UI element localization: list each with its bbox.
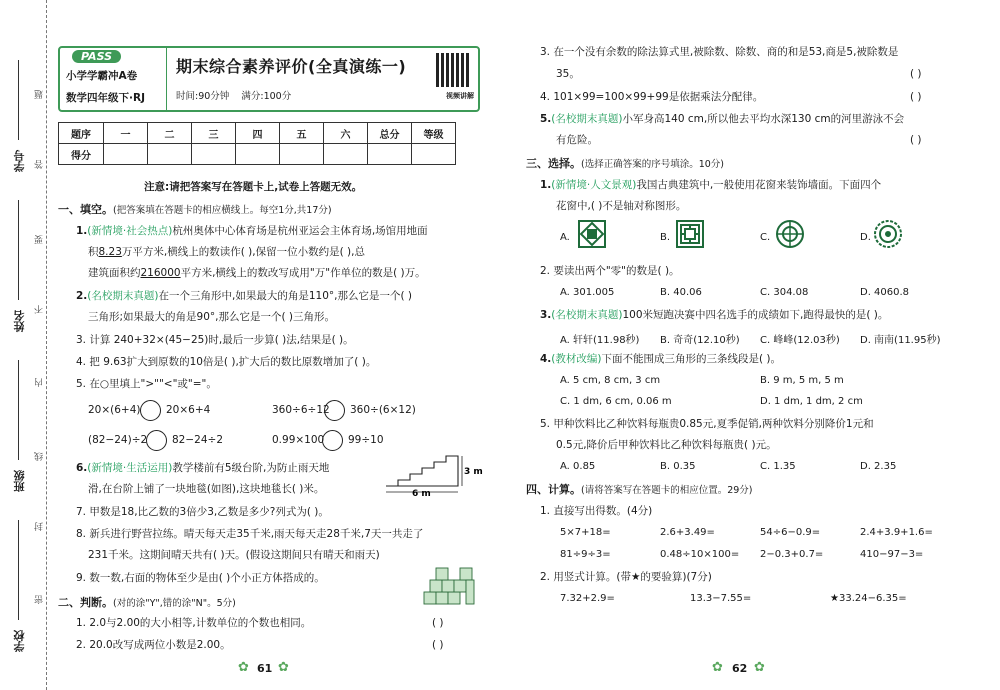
- question-8-line-2: 231千米。这期间晴天共有( )天。(假设这期间只有晴天和雨天): [88, 549, 380, 561]
- question-7: 7. 甲数是18,比乙数的3倍少3,乙数是多少?列式为( )。: [76, 506, 329, 518]
- name-label: 姓名: [13, 310, 26, 332]
- table-cell: 等级: [412, 123, 456, 144]
- question-4: 4. 把 9.63扩大到原数的10倍是( ),扩大后的数比原数增加了( )。: [76, 356, 377, 368]
- page-number-left: 61: [257, 662, 273, 675]
- lattice-window-a-icon[interactable]: [578, 220, 606, 248]
- option[interactable]: D. 南南(11.95秒): [860, 335, 941, 346]
- cut-word: 不: [35, 305, 45, 314]
- question-1-line-1: 1.(新情境·社会热点)杭州奥体中心体育场是杭州亚运会主体育场,场馆用地面: [76, 225, 428, 237]
- brand-logo: PASS: [72, 50, 121, 63]
- table-row: [59, 123, 456, 144]
- compare-circle[interactable]: [322, 430, 343, 451]
- choice-2-stem: 2. 要读出两个"零"的数是( )。: [540, 265, 680, 277]
- judge-3-line-1: 3. 在一个没有余数的除法算式里,被除数、除数、商的和是53,商是5,被除数是: [540, 46, 899, 58]
- choice-5-line-1: 5. 甲种饮料比乙种饮料每瓶贵0.85元,夏季促销,两种饮料分别降价1元和: [540, 418, 874, 430]
- option[interactable]: C. 1.35: [760, 461, 796, 472]
- choice-1-line-2: 花窗中,( )不是轴对称图形。: [556, 200, 687, 212]
- option[interactable]: B. 40.06: [660, 287, 702, 298]
- compare-expr: (82−24)÷2: [88, 434, 148, 446]
- judge-3-line-2: 35。: [556, 68, 580, 80]
- option[interactable]: A. 轩轩(11.98秒): [560, 335, 640, 346]
- compare-expr: 82−24÷2: [172, 434, 223, 446]
- option[interactable]: B. 奇奇(12.10秒): [660, 335, 740, 346]
- cut-word: 答: [35, 160, 45, 169]
- score-input-cell[interactable]: [236, 144, 280, 165]
- option-label[interactable]: B.: [660, 232, 671, 243]
- table-row: [59, 144, 456, 165]
- leaf-icon: ✿: [712, 660, 723, 675]
- score-input-cell[interactable]: [104, 144, 148, 165]
- option[interactable]: C. 峰峰(12.03秒): [760, 335, 840, 346]
- question-6-line-1: 6.(新情境·生活运用)教学楼前有5级台阶,为防止雨天地: [76, 462, 330, 474]
- name-line: [18, 200, 19, 300]
- qr-label: 视频讲解: [446, 92, 474, 100]
- calc-item: 54÷6−0.9=: [760, 527, 821, 538]
- choice-4-stem: 4.(教材改编)下面不能围成三角形的三条线段是( )。: [540, 353, 782, 365]
- answer-paren[interactable]: ( ): [432, 639, 444, 651]
- calc-item: 2.4+3.9+1.6=: [860, 527, 933, 538]
- page-number-right: 62: [732, 662, 748, 675]
- compare-circle[interactable]: [324, 400, 345, 421]
- calc-item: 2−0.3+0.7=: [760, 549, 824, 560]
- page-title: 期末综合素养评价(全真演练一): [176, 57, 407, 76]
- stairs-width-label: 6 m: [412, 489, 431, 499]
- choice-1-line-1: 1.(新情境·人文景观)我国古典建筑中,一般使用花窗来装饰墙面。下面四个: [540, 179, 882, 191]
- compare-expr: 20×6+4: [166, 404, 211, 416]
- option-label[interactable]: A.: [560, 232, 570, 243]
- score-input-cell[interactable]: [192, 144, 236, 165]
- calc-item: 2.6+3.49=: [660, 527, 715, 538]
- option[interactable]: D. 2.35: [860, 461, 897, 472]
- binding-strip: [0, 0, 47, 690]
- question-2-line-1: 2.(名校期末真题)在一个三角形中,如果最大的角是110°,那么它是一个( ): [76, 290, 412, 302]
- table-cell: 得分: [59, 144, 104, 165]
- calc-item: 410−97−3=: [860, 549, 924, 560]
- judge-5-line-1: 5.(名校期末真题)小军身高140 cm,所以他去平均水深130 cm的河里游泳不会: [540, 113, 905, 125]
- brand-box: [60, 48, 167, 110]
- cut-word: 密: [35, 595, 45, 604]
- grade-label: 数学四年级下·RJ: [66, 92, 145, 104]
- table-cell: 三: [192, 123, 236, 144]
- table-cell: 题序: [59, 123, 104, 144]
- calc-item: 0.48÷10×100=: [660, 549, 740, 560]
- choice-5-line-2: 0.5元,降价后甲种饮料比乙种饮料每瓶贵( )元。: [556, 439, 777, 451]
- calc-2-stem: 2. 用竖式计算。(带★的要验算)(7分): [540, 571, 712, 583]
- lattice-window-c-icon[interactable]: [776, 220, 804, 248]
- stairs-height-label: 3 m: [464, 467, 483, 477]
- series-name: 小学学霸冲A卷: [66, 70, 138, 82]
- class-line: [18, 360, 19, 460]
- leaf-icon: ✿: [238, 660, 249, 675]
- exam-header: [58, 46, 480, 112]
- question-2-line-2: 三角形;如果最大的角是90°,那么它是一个( )三角形。: [88, 311, 336, 323]
- table-cell: 一: [104, 123, 148, 144]
- compare-expr: 20×(6+4): [88, 404, 141, 416]
- score-input-cell[interactable]: [148, 144, 192, 165]
- option[interactable]: D. 4060.8: [860, 287, 910, 298]
- score-input-cell[interactable]: [324, 144, 368, 165]
- table-cell: 二: [148, 123, 192, 144]
- section-1-heading: 一、填空。(把答案填在答题卡的相应横线上。每空1分,共17分): [58, 203, 332, 216]
- table-cell: 五: [280, 123, 324, 144]
- judge-2: 2. 20.0改写成两位小数是2.00。: [76, 639, 231, 651]
- cut-word: 内: [35, 378, 45, 387]
- cube-stack-figure: [420, 562, 478, 610]
- compare-circle[interactable]: [146, 430, 167, 451]
- question-9: 9. 数一数,右面的物体至少是由( )个小正方体搭成的。: [76, 572, 325, 584]
- leaf-icon: ✿: [754, 660, 765, 675]
- option[interactable]: A. 5 cm, 8 cm, 3 cm: [560, 375, 661, 386]
- option-label[interactable]: D.: [860, 232, 871, 243]
- exam-time: 时间:90分钟 满分:100分: [176, 91, 292, 102]
- question-1-line-2: 积8.23万平方米,横线上的数读作( ),保留一位小数约是( ),总: [88, 246, 365, 258]
- cut-word: 题: [35, 90, 45, 99]
- answer-paren[interactable]: ( ): [432, 617, 444, 629]
- score-input-cell[interactable]: [368, 144, 412, 165]
- class-label: 班级: [13, 470, 26, 492]
- answer-paren[interactable]: ( ): [910, 91, 922, 103]
- calc-item: 13.3−7.55=: [690, 593, 752, 604]
- cut-word: 要: [35, 235, 45, 244]
- calc-item: ★33.24−6.35=: [830, 593, 907, 604]
- compare-expr: 0.99×100: [272, 434, 325, 446]
- leaf-icon: ✿: [278, 660, 289, 675]
- score-input-cell[interactable]: [280, 144, 324, 165]
- school-label: 学校: [13, 630, 26, 652]
- calc-item: 7.32+2.9=: [560, 593, 615, 604]
- question-1-line-3: 建筑面积约216000平方米,横线上的数改写成用"万"作单位的数是( )万。: [88, 267, 426, 279]
- section-3-heading: 三、选择。(选择正确答案的序号填涂。10分): [526, 157, 725, 170]
- compare-expr: 360÷6÷12: [272, 404, 330, 416]
- option[interactable]: A. 0.85: [560, 461, 596, 472]
- compare-expr: 360÷(6×12): [350, 404, 416, 416]
- choice-3-stem: 3.(名校期末真题)100米短跑决赛中四名选手的成绩如下,跑得最快的是( )。: [540, 309, 889, 321]
- judge-4: 4. 101×99=100×99+99是依据乘法分配律。: [540, 91, 764, 103]
- qr-code-icon[interactable]: [436, 53, 470, 87]
- question-5-stem: 5. 在○里填上">""<"或"="。: [76, 378, 217, 390]
- question-8-line-1: 8. 新兵进行野营拉练。晴天每天走35千米,雨天每天走28千米,7天一共走了: [76, 528, 424, 540]
- judge-5-line-2: 有危险。: [556, 134, 598, 146]
- question-6-line-2: 滑,在台阶上铺了一块地毯(如图),这块地毯长( )米。: [88, 483, 325, 495]
- cut-word: 封: [35, 522, 45, 531]
- calc-item: 81÷9÷3=: [560, 549, 611, 560]
- answer-paren[interactable]: ( ): [910, 134, 922, 146]
- calc-item: 5×7+18=: [560, 527, 611, 538]
- score-table: [58, 122, 456, 165]
- option-label[interactable]: C.: [760, 232, 771, 243]
- score-input-cell[interactable]: [412, 144, 456, 165]
- table-cell: 四: [236, 123, 280, 144]
- notice: 注意:请把答案写在答题卡上,试卷上答题无效。: [144, 181, 363, 193]
- student-id-line: [18, 60, 19, 140]
- table-cell: 六: [324, 123, 368, 144]
- calc-1-stem: 1. 直接写出得数。(4分): [540, 505, 653, 517]
- table-cell: 总分: [368, 123, 412, 144]
- lattice-window-d-icon[interactable]: [874, 220, 902, 248]
- option[interactable]: C. 1 dm, 6 cm, 0.06 m: [560, 396, 672, 407]
- option[interactable]: B. 9 m, 5 m, 5 m: [760, 375, 844, 386]
- judge-1: 1. 2.0与2.00的大小相等,计数单位的个数也相同。: [76, 617, 312, 629]
- compare-circle[interactable]: [140, 400, 161, 421]
- student-id-label: 学号: [13, 150, 26, 172]
- option[interactable]: C. 304.08: [760, 287, 809, 298]
- option[interactable]: A. 301.005: [560, 287, 615, 298]
- stairs-figure: [382, 452, 483, 499]
- lattice-window-b-icon[interactable]: [676, 220, 704, 248]
- section-4-heading: 四、计算。(请将答案写在答题卡的相应位置。29分): [526, 483, 753, 496]
- full-score: 满分:100分: [241, 91, 292, 102]
- option[interactable]: D. 1 dm, 1 dm, 2 cm: [760, 396, 863, 407]
- school-line: [18, 520, 19, 620]
- section-2-heading: 二、判断。(对的涂"Y",错的涂"N"。5分): [58, 596, 236, 609]
- option[interactable]: B. 0.35: [660, 461, 696, 472]
- question-3: 3. 计算 240+32×(45−25)时,最后一步算( )法,结果是( )。: [76, 334, 354, 346]
- cut-word: 线: [35, 452, 45, 461]
- answer-paren[interactable]: ( ): [910, 68, 922, 80]
- compare-expr: 99÷10: [348, 434, 384, 446]
